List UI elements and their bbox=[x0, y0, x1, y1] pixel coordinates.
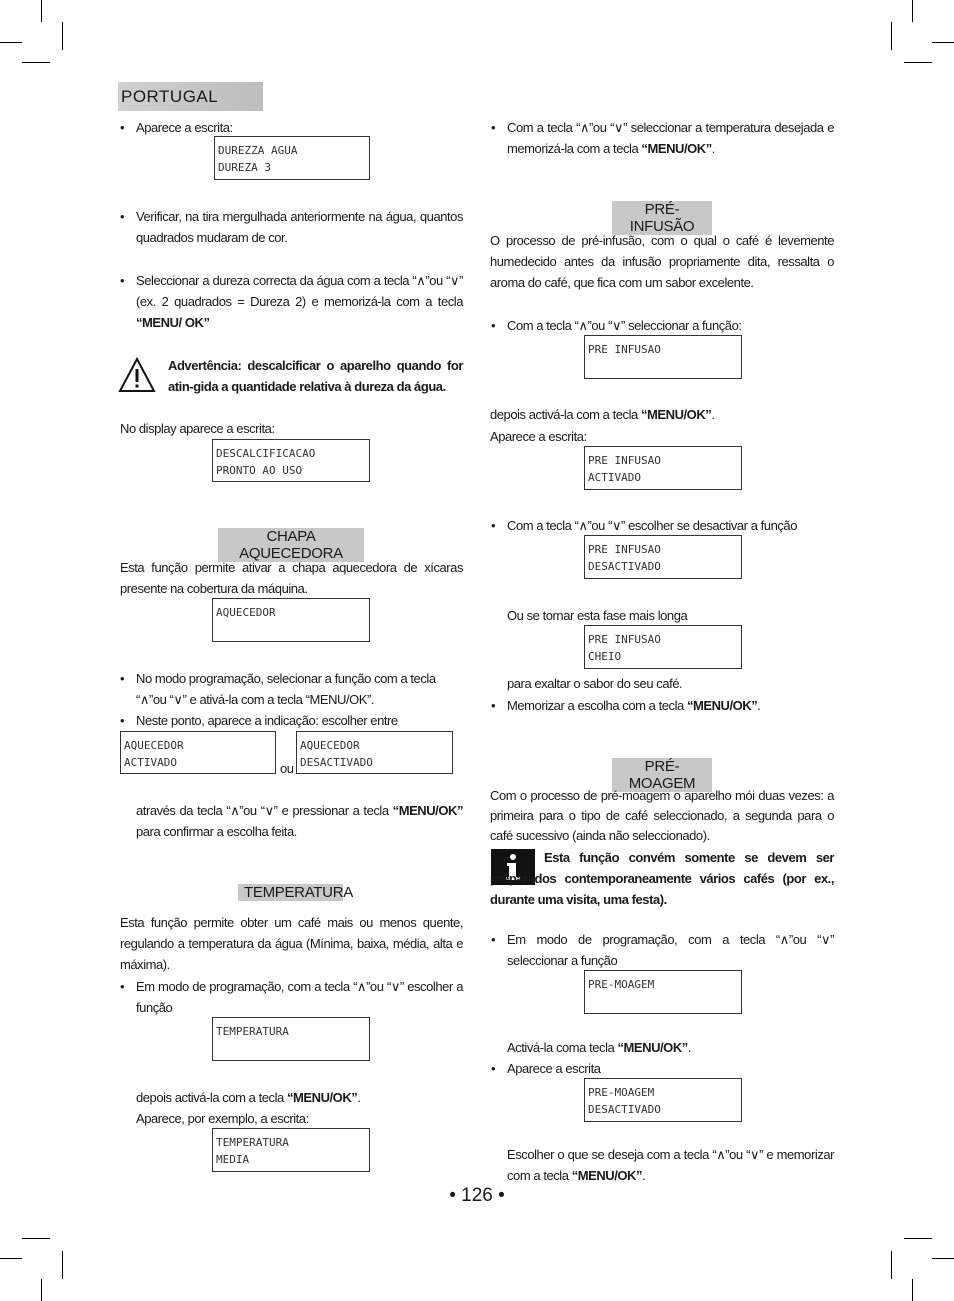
paragraph: através da tecla “∧”ou “∨” e pressionar a tecla “MENU/OK” para confirmar a escolha feita. bbox=[136, 803, 463, 839]
display-temperatura: TEMPERATURA bbox=[212, 1017, 370, 1061]
paragraph: Esta função permite obter um café mais ou menos quente, regulando a temperatura da água (Mínima, baixa, média, alta e máxima). bbox=[120, 915, 463, 972]
paragraph: depois activá-la com a tecla “MENU/OK”. bbox=[136, 1090, 361, 1105]
list-item: • Em modo de programação, com a tecla “∧”ou “∨” escolher a função bbox=[136, 976, 463, 1018]
warning-triangle-icon bbox=[118, 357, 156, 393]
language-label: PORTUGAL bbox=[118, 82, 263, 111]
section-heading: CHAPA AQUECEDORA bbox=[218, 528, 364, 562]
list-item: • Com a tecla “∧”ou “∨” seleccionar a temperatura desejada e memorizá-la com a tecla “MENU/OK”. bbox=[507, 117, 834, 159]
paragraph: Esta função permite ativar a chapa aquecedora de xícaras presente na cobertura da máquina. bbox=[120, 560, 463, 596]
list-item: • Neste ponto, aparece a indicação: escolher entre bbox=[136, 710, 466, 731]
section-heading: TEMPERATURA bbox=[238, 884, 343, 901]
paragraph: Activá-la coma tecla “MENU/OK”. bbox=[507, 1040, 691, 1055]
paragraph: O processo de pré-infusão, com o qual o café é levemente humedecido antes da infusão propriamente dita, ressalta o aroma do café, que fica com um sabor excelente. bbox=[490, 233, 834, 290]
display-pre-moagem: PRE-MOAGEM bbox=[584, 970, 742, 1014]
paragraph: Com o processo de pré-moagem o aparelho mói duas vezes: a primeira para o tipo de café seleccionado, a segunda para o café sucessivo (ainda não seleccionado). bbox=[490, 788, 834, 843]
list-item: • Verificar, na tira mergulhada anteriormente na água, quantos quadrados mudaram de cor. bbox=[136, 206, 463, 248]
list-item: • Em modo de programação, com a tecla “∧”ou “∨” seleccionar a função bbox=[507, 929, 834, 971]
display-aquecedor-activado: AQUECEDOR ACTIVADO bbox=[120, 731, 276, 774]
display-pre-moagem-desactivado: PRE-MOAGEM DESACTIVADO bbox=[584, 1078, 742, 1122]
section-heading: PRÉ-INFUSÃO bbox=[612, 201, 712, 235]
display-descalcificacao: DESCALCIFICACAO PRONTO AO USO bbox=[212, 439, 370, 482]
page-number: • 126 • bbox=[449, 1185, 505, 1206]
display-dureza: DUREZZA AGUA DUREZA 3 bbox=[214, 136, 370, 180]
paragraph: depois activá-la com a tecla “MENU/OK”. bbox=[490, 407, 715, 422]
display-aquecedor-desactivado: AQUECEDOR DESACTIVADO bbox=[296, 731, 453, 774]
paragraph: para exaltar o sabor do seu café. bbox=[507, 676, 683, 691]
display-pre-infusao: PRE INFUSAO bbox=[584, 335, 742, 379]
or-label: ou bbox=[280, 761, 294, 776]
paragraph: Ou se tornar esta fase mais longa bbox=[507, 608, 688, 623]
list-item: • Memorizar a escolha com a tecla “MENU/OK”. bbox=[507, 695, 834, 716]
paragraph: Aparece, por exemplo, a escrita: bbox=[136, 1111, 309, 1126]
display-pre-infusao-activado: PRE INFUSAO ACTIVADO bbox=[584, 446, 742, 490]
list-item: • Com a tecla “∧”ou “∨” escolher se desactivar a função bbox=[507, 515, 834, 536]
display-aquecedor: AQUECEDOR bbox=[212, 598, 370, 642]
list-item: • No modo programação, selecionar a função com a tecla “∧”ou “∨” e ativá-la com a tecla “MENU/OK”. bbox=[136, 668, 466, 710]
display-pre-infusao-cheio: PRE INFUSAO CHEIO bbox=[584, 625, 742, 669]
warning-text: Advertência: descalcificar o aparelho quando for atin-gida a quantidade relativa à dureza da água. bbox=[168, 358, 463, 394]
paragraph: No display aparece a escrita: bbox=[120, 421, 275, 436]
display-pre-infusao-desactivado: PRE INFUSAO DESACTIVADO bbox=[584, 535, 742, 579]
info-text: Esta função convém somente se devem ser preparados contemporaneamente vários cafés (por ex., durante uma visita, uma festa). bbox=[490, 850, 834, 907]
paragraph: Aparece a escrita: bbox=[490, 429, 587, 444]
list-item: • Aparece a escrita bbox=[507, 1058, 834, 1079]
display-temperatura-media: TEMPERATURA MEDIA bbox=[212, 1128, 370, 1172]
list-item: • Aparece a escrita: bbox=[136, 117, 466, 138]
list-item: • Com a tecla “∧”ou “∨” seleccionar a função: bbox=[507, 315, 834, 336]
section-heading: PRÉ-MOAGEM bbox=[612, 758, 712, 792]
paragraph: Escolher o que se deseja com a tecla “∧”ou “∨” e memorizar com a tecla “MENU/OK”. bbox=[507, 1147, 834, 1183]
list-item: • Seleccionar a dureza correcta da água com a tecla “∧”ou “∨” (ex. 2 quadrados = Dureza 2) e memorizá-la com a tecla “MENU/ OK” bbox=[136, 270, 463, 333]
